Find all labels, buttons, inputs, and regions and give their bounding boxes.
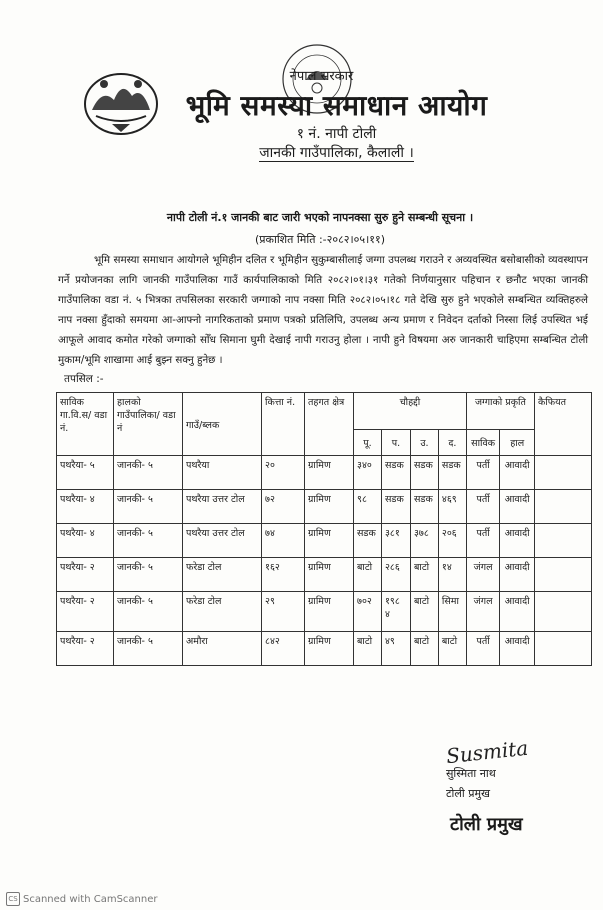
cell-area: ग्रामिण (305, 558, 354, 592)
details-label: तपसिल :- (64, 373, 104, 385)
cell-north: सडक (410, 490, 438, 524)
cell-mun: जानकी- ५ (114, 632, 183, 666)
cell-vdc: पथरैया- ५ (57, 456, 114, 490)
cell-remarks (535, 558, 592, 592)
handwritten-signature: Susmita (444, 735, 530, 769)
cell-remarks (535, 632, 592, 666)
cell-current: आवादी (500, 558, 535, 592)
team-name: १ नं. नापी टोली (296, 126, 377, 142)
cell-east: ३४० (354, 456, 382, 490)
signatory-role: टोली प्रमुख (446, 787, 491, 800)
th-village: गाउँ/ब्लक (183, 393, 262, 456)
cell-remarks (535, 592, 592, 632)
cell-village: पथरैया (183, 456, 262, 490)
cell-current: आवादी (500, 456, 535, 490)
cell-mun: जानकी- ५ (114, 456, 183, 490)
th-north: उ. (410, 430, 438, 456)
cell-vdc: पथरैया- ४ (57, 490, 114, 524)
th-current: हाल (500, 430, 535, 456)
th-remarks: कैफियत (535, 393, 592, 456)
cell-former: जंगल (466, 558, 499, 592)
cell-former: जंगल (466, 592, 499, 632)
th-land-nature: जग्गाको प्रकृति (466, 393, 534, 430)
cell-former: पर्ती (466, 490, 499, 524)
th-municipality: हालको गाउँपालिका/ वडा नं (114, 393, 183, 456)
cell-remarks (535, 490, 592, 524)
cell-vdc: पथरैया- २ (57, 558, 114, 592)
cell-village: पथरैया उत्तर टोल (183, 490, 262, 524)
cell-south: सडक (438, 456, 466, 490)
table-row (57, 632, 592, 666)
camscanner-icon: CS (6, 892, 20, 906)
cell-east: ९८ (354, 490, 382, 524)
cell-area: ग्रामिण (305, 456, 354, 490)
cell-current: आवादी (500, 592, 535, 632)
cell-mun: जानकी- ५ (114, 592, 183, 632)
cell-former: पर्ती (466, 632, 499, 666)
cell-east: बाटो (354, 558, 382, 592)
cell-plot: ७२ (262, 490, 305, 524)
table-row (57, 592, 592, 632)
cell-former: पर्ती (466, 456, 499, 490)
cell-remarks (535, 456, 592, 490)
cell-south: सिमा (438, 592, 466, 632)
signatory-name: सुस्मिता नाथ (446, 767, 496, 780)
cell-west: १९८ ४ (381, 592, 410, 632)
cell-plot: १६२ (262, 558, 305, 592)
cell-east: सडक (354, 524, 382, 558)
table-row (57, 490, 592, 524)
cell-current: आवादी (500, 632, 535, 666)
cell-mun: जानकी- ५ (114, 524, 183, 558)
table-row (57, 456, 592, 490)
cell-plot: ८४२ (262, 632, 305, 666)
land-details-table (56, 392, 592, 666)
cell-north: ३७८ (410, 524, 438, 558)
cell-north: बाटो (410, 592, 438, 632)
th-boundary: चौहद्दी (354, 393, 467, 430)
cell-vdc: पथरैया- ४ (57, 524, 114, 558)
table-row (57, 524, 592, 558)
cell-south: बाटो (438, 632, 466, 666)
cell-village: फरेडा टोल (183, 558, 262, 592)
cell-west: ३८१ (381, 524, 410, 558)
cell-north: बाटो (410, 632, 438, 666)
th-area-type: तहगत क्षेत्र (305, 393, 354, 456)
cell-plot: २० (262, 456, 305, 490)
government-line: नेपाल सरकार (289, 69, 354, 84)
cell-west: २८६ (381, 558, 410, 592)
cell-mun: जानकी- ५ (114, 490, 183, 524)
th-east: पू. (354, 430, 382, 456)
th-vdc: साविक गा.वि.स/ वडा नं. (57, 393, 114, 456)
cell-current: आवादी (500, 490, 535, 524)
cell-south: ४६९ (438, 490, 466, 524)
cell-north: सडक (410, 456, 438, 490)
cell-west: ४९ (381, 632, 410, 666)
cell-area: ग्रामिण (305, 524, 354, 558)
cell-remarks (535, 524, 592, 558)
watermark-text: Scanned with CamScanner (23, 894, 158, 905)
cell-current: आवादी (500, 524, 535, 558)
cell-north: बाटो (410, 558, 438, 592)
signatory-role-large: टोली प्रमुख (450, 814, 523, 835)
cell-east: ७०२ (354, 592, 382, 632)
th-south: द. (438, 430, 466, 456)
office-place-text: जानकी गाउँपालिका, कैलाली । (259, 145, 414, 161)
office-place (35, 143, 603, 162)
cell-area: ग्रामिण (305, 592, 354, 632)
cell-south: १४ (438, 558, 466, 592)
camscanner-watermark (6, 892, 158, 906)
cell-south: २०६ (438, 524, 466, 558)
cell-area: ग्रामिण (305, 490, 354, 524)
notice-paragraph: भूमि समस्या समाधान आयोगले भूमिहीन दलित र भूमिहीन सुकुम्बासीलाई जग्गा उपलब्ध गराउने र अव्यवस्थित बसोबासीको व्यवस्थापन गर्ने प्रयोजनका लागि जानकी गाउँपालिका गाउँ कार्यपालिकाको मिति २०८२।०१।३१ गतेको निर्णयानुसार पहिचान र छनौट भएका जानकी गाउँपालिका वडा नं. ५ भित्रका तपसिलका सरकारी जग्गाको नाप नक्सा मिति २०८२।०५।१८ गते देखि सुरु हुने भएकोले सम्बन्धित व्यक्तिहरुले नाप नक्सा हुँदाको समयमा आ-आफ्नो नागरिकताको प्रमाण पत्रको प्रतिलिपि, उपलब्ध अन्य प्रमाण र निवेदन दर्ताको निस्सा लिई उपस्थित भई आफूले आवाद कमोत गरेको जग्गाको सोँध सिमाना घुमी देखाई नापी गराउनु होला । नापी हुने विषयमा अरु जानकारी चाहिएमा सम्बन्धित टोली मुकाम/भूमि शाखामा आई बुझ्न सक्नु हुनेछ । (58, 254, 588, 366)
cell-area: ग्रामिण (305, 632, 354, 666)
cell-vdc: पथरैया- २ (57, 592, 114, 632)
notice-body (58, 250, 588, 370)
cell-plot: २९ (262, 592, 305, 632)
table-row (57, 558, 592, 592)
cell-plot: ७४ (262, 524, 305, 558)
cell-west: सडक (381, 456, 410, 490)
cell-east: बाटो (354, 632, 382, 666)
cell-former: पर्ती (466, 524, 499, 558)
cell-mun: जानकी- ५ (114, 558, 183, 592)
cell-village: अमौरा (183, 632, 262, 666)
notice-title: नापी टोली नं.१ जानकी बाट जारी भएको नापनक्सा सुरु हुने सम्बन्धी सूचना । (166, 211, 474, 224)
commission-name: भूमि समस्या समाधान आयोग (185, 89, 488, 122)
cell-vdc: पथरैया- २ (57, 632, 114, 666)
cell-village: फरेडा टोल (183, 592, 262, 632)
publish-date: (प्रकाशित मिति :-२०८२।०५।११) (254, 233, 386, 246)
th-plot: कित्ता नं. (262, 393, 305, 456)
cell-village: पथरैया उत्तर टोल (183, 524, 262, 558)
th-west: प. (381, 430, 410, 456)
th-former: साविक (466, 430, 499, 456)
cell-west: सडक (381, 490, 410, 524)
